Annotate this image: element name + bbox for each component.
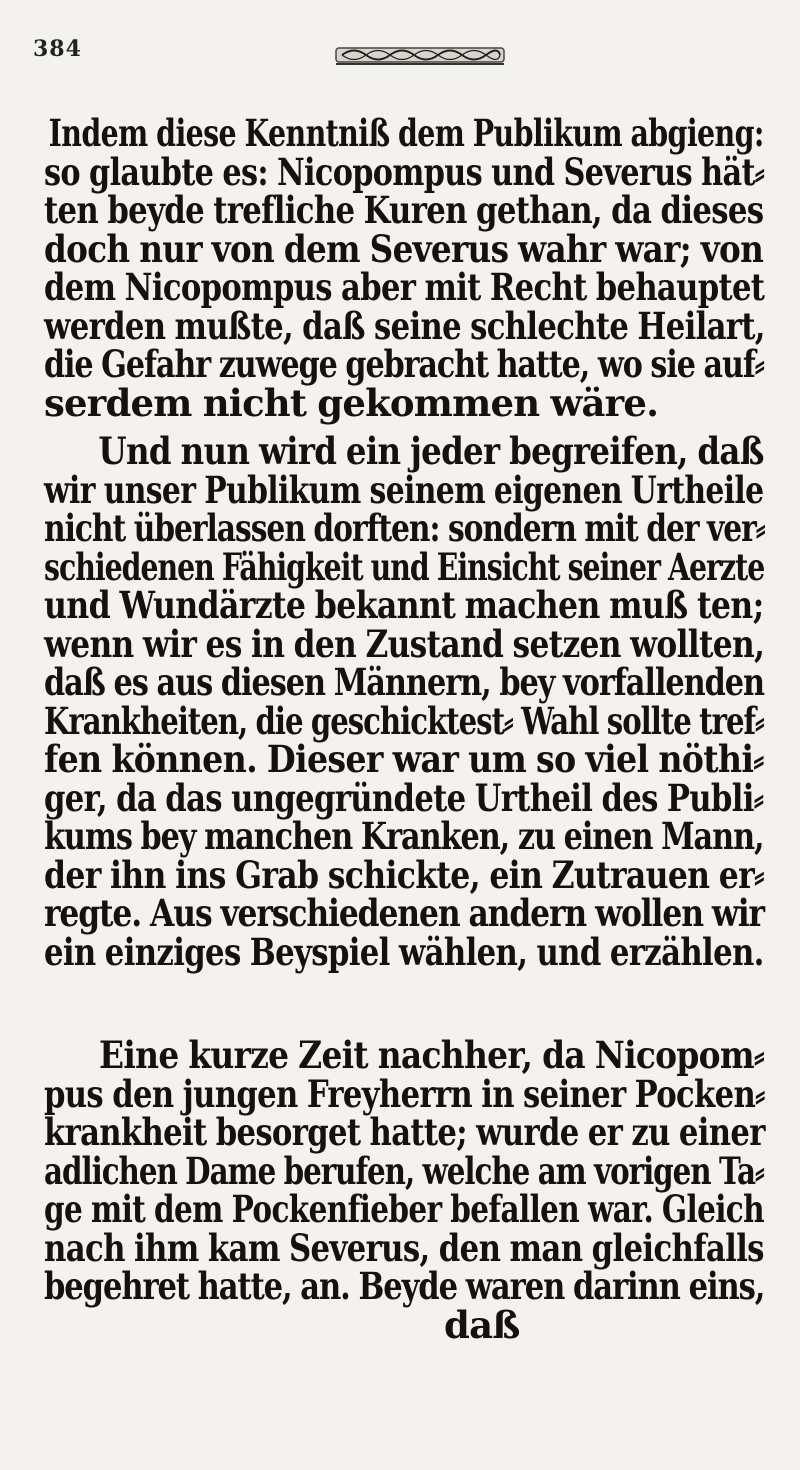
text-line: begehret hatte, an. Beyde waren darinn eins, (44, 1264, 765, 1308)
text-line: Indem diese Kenntniß dem Publikum abgieng: (48, 111, 764, 155)
text-line: serdem nicht gekommen wäre. (44, 380, 659, 425)
text-line: daß es aus diesen Männern, bey vorfallenden (44, 660, 765, 704)
text-line: pus den jungen Freyherrn in seiner Pocken⸗ (44, 1071, 765, 1116)
text-line: adlichen Dame berufen, welche am vorigen Ta⸗ (44, 1148, 764, 1193)
text-line: wir unser Publikum seinem eigenen Urtheile (44, 467, 764, 512)
header-ornament (334, 42, 506, 66)
text-line: Eine kurze Zeit nachher, da Nicopom⸗ (99, 1033, 765, 1077)
text-line: dem Nicopompus aber mit Recht behauptet (44, 265, 765, 309)
text-line: ge mit dem Pockenfieber befallen war. Gleich (44, 1187, 764, 1231)
text-line: so glaubte es: Nicopompus und Severus hät⸗ (44, 149, 765, 194)
text-line: ten beyde trefliche Kuren gethan, da dieses (44, 188, 764, 232)
paragraph-3 (44, 1033, 765, 1347)
text-line: regte. Aus verschiedenen andern wollen wir (44, 891, 764, 935)
text-line: schiedenen Fähigkeit und Einsicht seiner Aerzte (44, 544, 765, 589)
text-line: Krankheiten, die geschicktest⸗ Wahl sollte tref⸗ (44, 698, 764, 743)
text-line: wenn wir es in den Zustand setzen wollten, (44, 621, 765, 666)
paragraph-1 (44, 111, 765, 425)
text-line: krankheit besorget hatte; wurde er zu einer (44, 1110, 765, 1154)
text-line: doch nur von dem Severus wahr war; von (44, 226, 764, 271)
text-line: kums bey manchen Kranken, zu einen Mann, (44, 814, 764, 858)
text-line: werden mußte, daß seine schlechte Heilart, (44, 303, 765, 348)
paragraph-2 (44, 429, 765, 974)
text-line: nach ihm kam Severus, den man gleichfalls (44, 1225, 764, 1270)
text-line: ein einziges Beyspiel wählen, und erzählen. (44, 929, 764, 974)
text-line: der ihn ins Grab schickte, ein Zutrauen er⸗ (44, 852, 764, 897)
text-line: nicht überlassen dorften: sondern mit der ver⸗ (44, 506, 765, 550)
text-line: fen können. Dieser war um so viel nöthi⸗ (44, 737, 764, 781)
text-line: und Wundärzte bekannt machen muß ten; (44, 583, 764, 627)
text-line: die Gefahr zuwege gebracht hatte, wo sie auf⸗ (44, 342, 764, 386)
text-line: Und nun wird ein jeder begreifen, daß (98, 429, 764, 473)
page-number: 384 (33, 36, 82, 62)
catchword: daß (444, 1302, 520, 1347)
text-line: ger, da das ungegründete Urtheil des Publi⸗ (44, 775, 764, 820)
